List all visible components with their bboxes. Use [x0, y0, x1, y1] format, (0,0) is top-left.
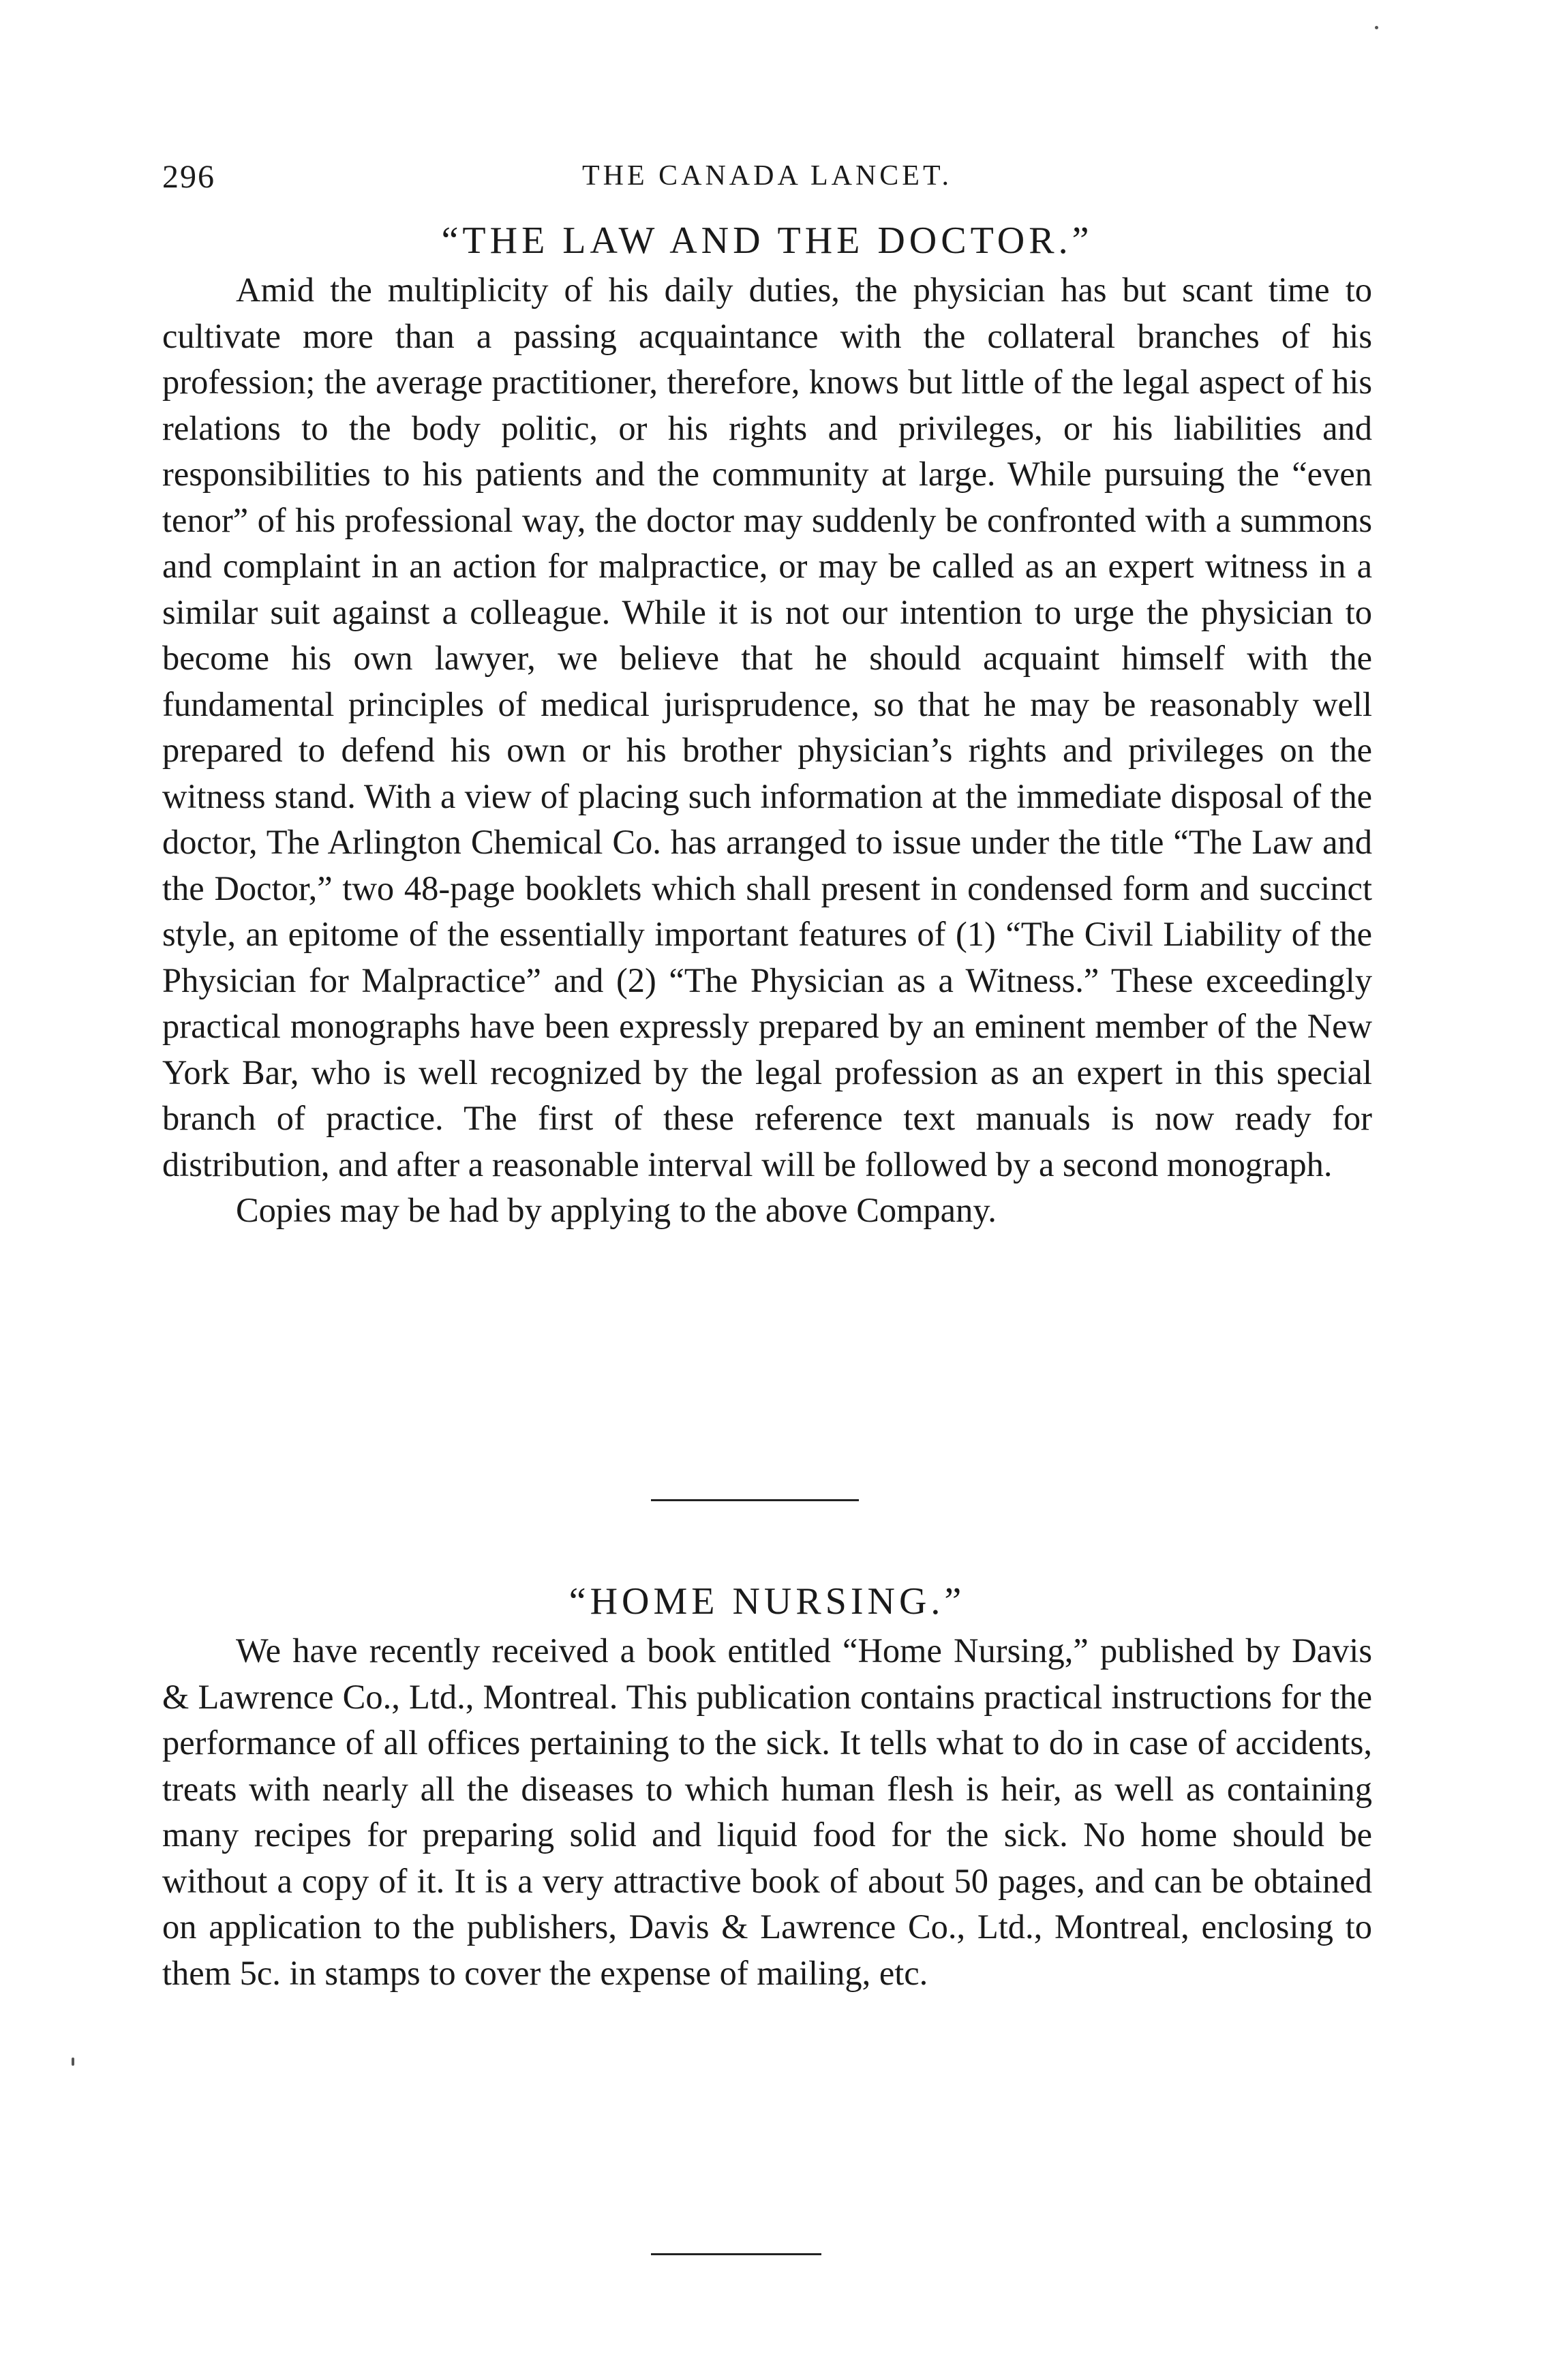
article-body-law-and-doctor — [162, 267, 1372, 1234]
article-paragraph: Copies may be had by applying to the above Company. — [236, 1191, 997, 1229]
section-divider — [651, 2253, 821, 2255]
article-paragraph: We have recently received a book entitled “Home Nursing,” published by Davis & Lawrence Co., Ltd., Montreal. This publication contains practical instructions for the performance of all offices pertaining to the sick. It tells what to do in case of accidents, treats with nearly all the diseases to which human flesh is heir, as well as containing many recipes for preparing solid and liquid food for the sick. No home should be without a copy of it. It is a very attractive book of about 50 pages, and can be obtained on application to the publishers, Davis & Lawrence Co., Ltd., Montreal, enclosing to them 5c. in stamps to cover the expense of mailing, etc. — [162, 1631, 1372, 1992]
running-head — [162, 158, 1372, 206]
page-number: 296 — [162, 159, 215, 195]
section-divider — [651, 1499, 859, 1501]
paper-speck — [1375, 26, 1378, 29]
article-paragraph: Amid the multiplicity of his daily duties, the physician has but scant time to cultivate more than a passing acquaintance with the collateral branches of his profession; the average practitioner, therefore, knows but little of the legal aspect of his relations to the body politic, or his rights and privileges, or his liabilities and responsibilities to his patients and the community at large. While pursuing the “even tenor” of his professional way, the doctor may suddenly be confronted with a summons and complaint in an action for malpractice, or may be called as an expert witness in a similar suit against a colleague. While it is not our intention to urge the physician to become his own lawyer, we believe that he should acquaint himself with the fundamental principles of medical jurisprudence, so that he may be reasonably well prepared to defend his own or his brother physician’s rights and privileges on the witness stand. With a view of placing such information at the immediate disposal of the doctor, The Arlington Chemical Co. has arranged to issue under the title “The Law and the Doctor,” two 48-page booklets which shall present in condensed form and succinct style, an epitome of the essentially important features of (1) “The Civil Liability of the Physician for Malpractice” and (2) “The Physician as a Witness.” These exceedingly practical monographs have been expressly prepared by an eminent member of the New York Bar, who is well recognized by the legal profession as an expert in this special branch of practice. The first of these reference text manuals is now ready for distribution, and after a reasonable interval will be followed by a second monograph. — [162, 271, 1372, 1184]
article-body-home-nursing — [162, 1628, 1372, 1996]
paper-speck — [72, 2058, 74, 2066]
journal-title: THE CANADA LANCET. — [581, 160, 953, 192]
article-title-home-nursing: “HOME NURSING.” — [568, 1580, 966, 1623]
article-title-law-and-doctor: “THE LAW AND THE DOCTOR.” — [441, 220, 1093, 262]
